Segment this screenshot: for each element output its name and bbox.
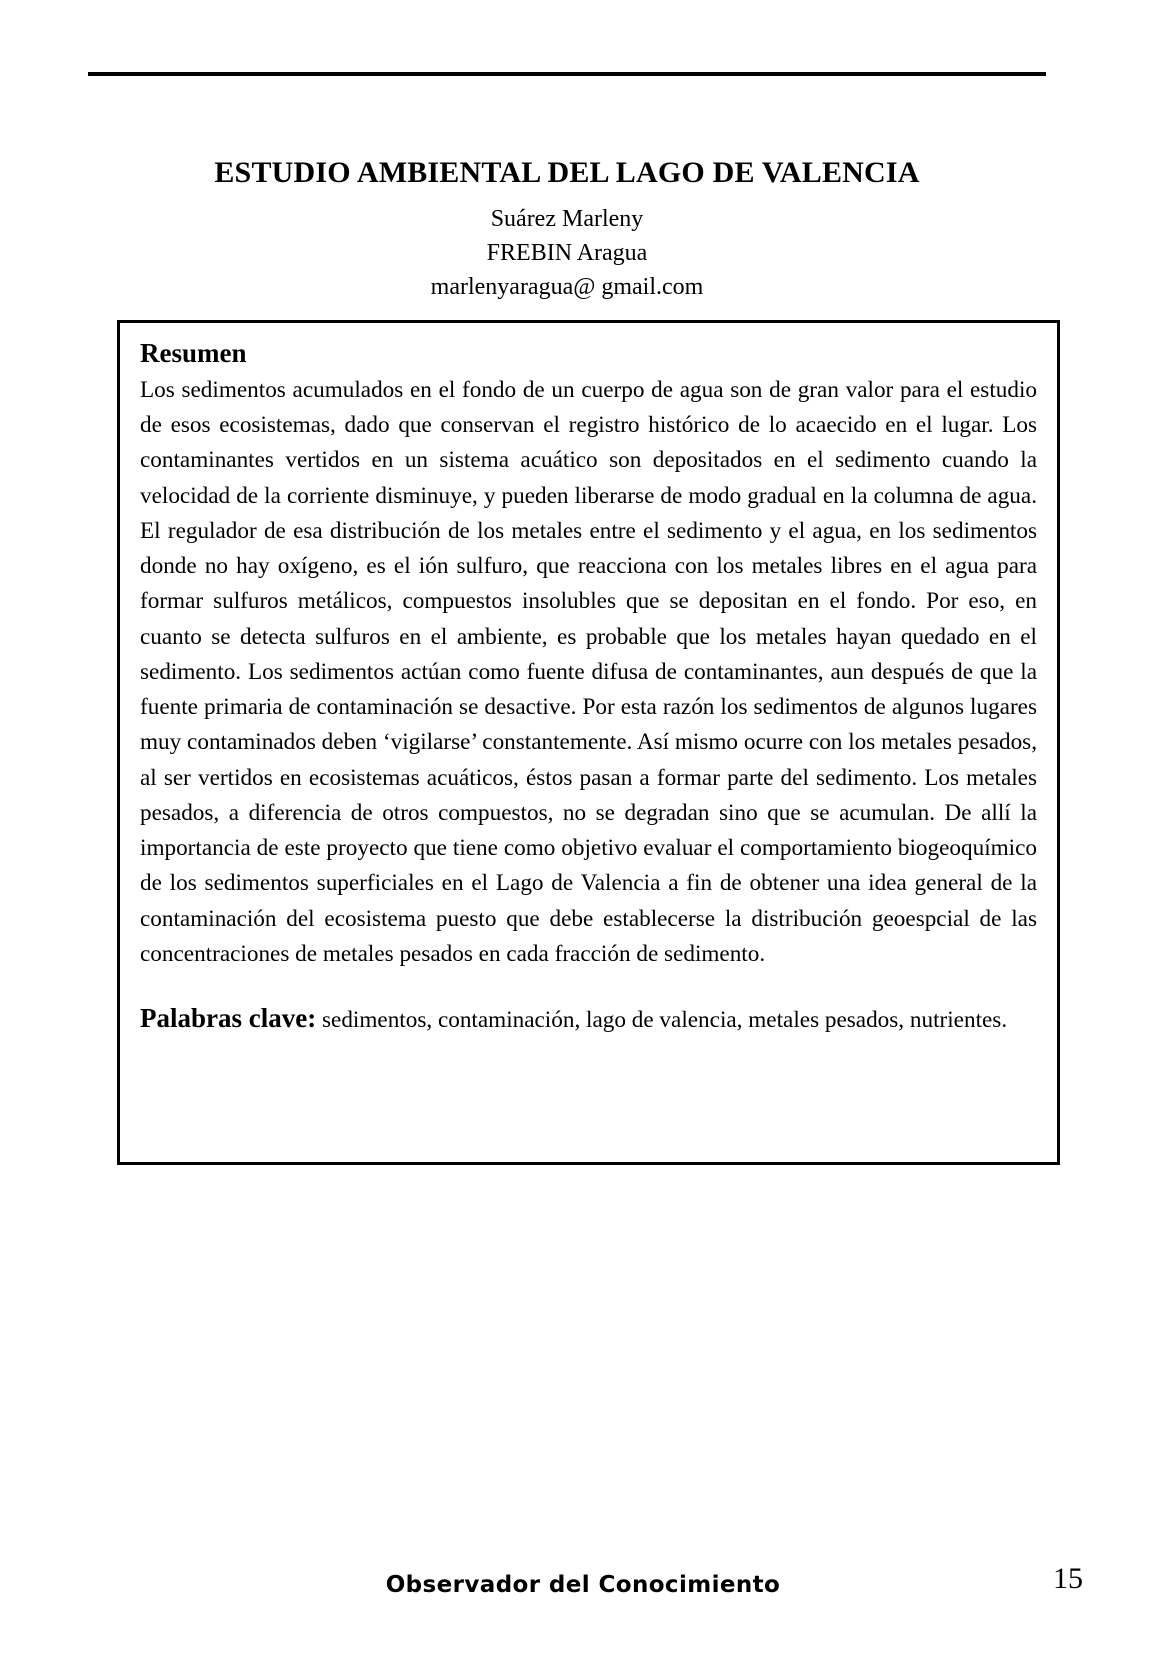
keywords-label: Palabras clave:: [140, 1003, 317, 1034]
footer-publication: Observador del Conocimiento: [385, 1572, 781, 1598]
author-block: [88, 202, 1046, 304]
keywords-line: [140, 998, 1037, 1039]
author-email: marlenyaragua@ gmail.com: [430, 274, 704, 301]
author-name: Suárez Marleny: [490, 206, 644, 232]
abstract-box: [117, 320, 1060, 1165]
keywords-text: sedimentos, contaminación, lago de valencia, metales pesados, nutrientes.: [316, 1007, 1008, 1034]
header-rule: [88, 72, 1046, 76]
abstract-body: Los sedimentos acumulados en el fondo de un cuerpo de agua son de gran valor para el estudio de esos ecosistemas, dado que conservan el registro histórico de lo acaecido en el lugar. Los contaminantes vertidos en un sistema acuático son depositados en el sedimento cuando la velocidad de la corriente disminuye, y pueden liberarse de modo gradual en la columna de agua. El regulador de esa distribución de los metales entre el sedimento y el agua, en los sedimentos donde no hay oxígeno, es el ión sulfuro, que reacciona con los metales libres en el agua para formar sulfuros metálicos, compuestos insolubles que se depositan en el fondo. Por eso, en cuanto se detecta sulfuros en el ambiente, es probable que los metales hayan quedado en el sedimento. Los sedimentos actúan como fuente difusa de contaminantes, aun después de que la fuente primaria de contaminación se desactive. Por esta razón los sedimentos de algunos lugares muy contaminados deben ‘vigilarse’ constantemente. Así mismo ocurre con los metales pesados, al ser vertidos en ecosistemas acuáticos, éstos pasan a formar parte del sedimento. Los metales pesados, a diferencia de otros compuestos, no se degradan sino que se acumulan. De allí la importancia de este proyecto que tiene como objetivo evaluar el comportamiento biogeoquímico de los sedimentos superficiales en el Lago de Valencia a fin de obtener una idea general de la contaminación del ecosistema puesto que debe establecerse la distribución geoespcial de las concentraciones de metales pesados en cada fracción de sedimento.: [140, 376, 1037, 967]
page-title: ESTUDIO AMBIENTAL DEL LAGO DE VALENCIA: [214, 156, 920, 190]
page-number: 15: [1053, 1562, 1083, 1595]
abstract-heading: Resumen: [140, 338, 247, 368]
author-affiliation: FREBIN Aragua: [486, 240, 648, 267]
